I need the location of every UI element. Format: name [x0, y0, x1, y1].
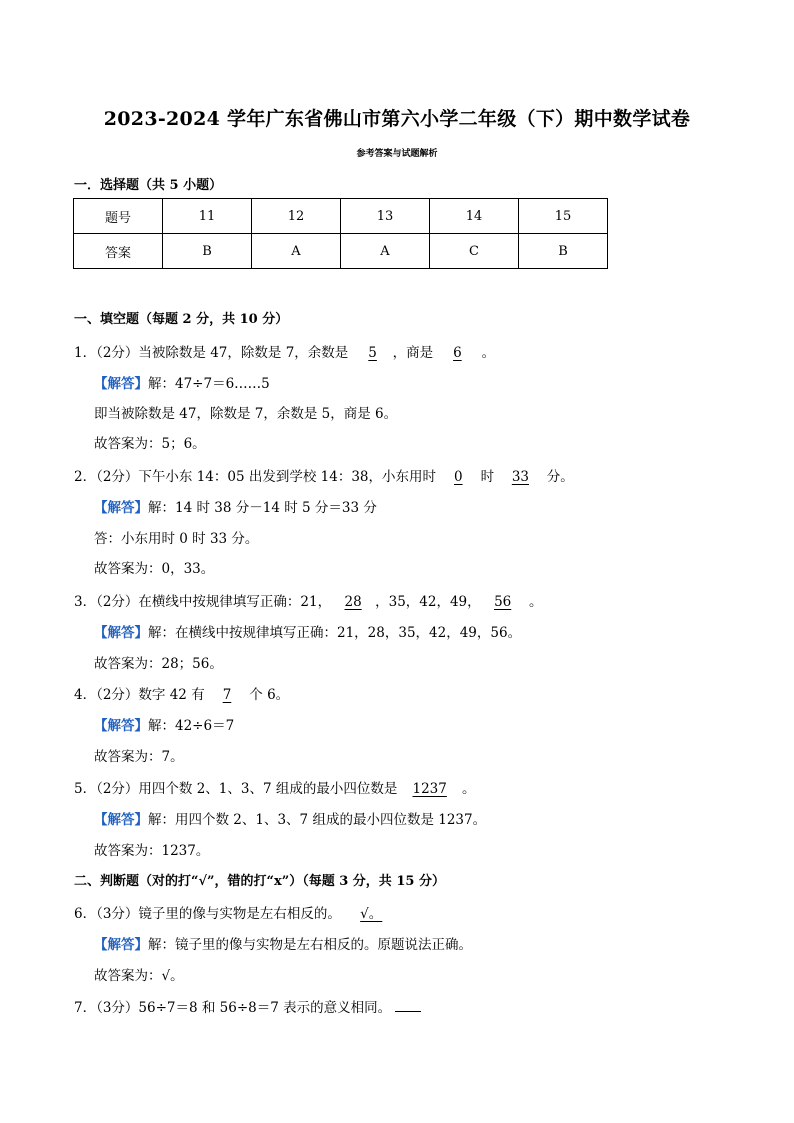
- answer-blank: [395, 999, 421, 1012]
- question-text: 1．（2分）当被除数是 47，除数是 7，余数是: [74, 345, 353, 361]
- table-cell: 12: [252, 199, 341, 234]
- solution-tag: 【解答】: [94, 718, 148, 734]
- answer-table: [73, 198, 608, 269]
- question-1: [74, 341, 495, 361]
- question-text: 7．（3分）56÷7＝8 和 56÷8＝7 表示的意义相同。: [74, 1000, 396, 1016]
- table-cell: C: [430, 234, 519, 269]
- solution-line: 答：小东用时 0 时 33 分。: [94, 531, 259, 547]
- solution-text: 解：用四个数 2、1、3、7 组成的最小四位数是 1237。: [148, 812, 487, 828]
- answer-blank: 1237: [412, 781, 447, 797]
- section-heading-choice: 一．选择题（共 5 小题）: [74, 178, 223, 193]
- question-2: [74, 465, 574, 485]
- solution-line: 即当被除数是 47，除数是 7，余数是 5，商是 6。: [94, 406, 398, 422]
- solution-answer: 故答案为：5；6。: [94, 436, 206, 452]
- question-text: 2．（2分）下午小东 14：05 出发到学校 14：38，小东用时: [74, 469, 441, 485]
- solution-tag: 【解答】: [94, 625, 148, 641]
- answer-blank: √。: [360, 906, 383, 922]
- question-5: [74, 777, 475, 797]
- question-text: 分。: [542, 469, 574, 485]
- solution-line: [94, 714, 234, 734]
- question-6: [74, 902, 397, 922]
- question-text: ，35，42，49，: [375, 594, 481, 610]
- table-cell: A: [341, 234, 430, 269]
- solution-answer: 故答案为：28；56。: [94, 656, 223, 672]
- solution-text: 解：47÷7＝6……5: [148, 376, 270, 392]
- solution-text: 解：42÷6＝7: [148, 718, 235, 734]
- answer-blank: 7: [222, 687, 232, 703]
- question-text: 5．（2分）用四个数 2、1、3、7 组成的最小四位数是: [74, 781, 402, 797]
- solution-tag: 【解答】: [94, 812, 148, 828]
- solution-line: [94, 933, 472, 953]
- solution-tag: 【解答】: [94, 376, 148, 392]
- question-3: [74, 590, 542, 610]
- table-cell: B: [163, 234, 252, 269]
- page-title: 2023-2024 学年广东省佛山市第六小学二年级（下）期中数学试卷: [103, 108, 691, 130]
- table-cell: 15: [519, 199, 608, 234]
- solution-tag: 【解答】: [94, 937, 148, 953]
- table-cell: 13: [341, 199, 430, 234]
- solution-answer: 故答案为：7。: [94, 749, 184, 765]
- question-7: [74, 996, 421, 1016]
- section-heading-judge: 二、判断题（对的打“√”，错的打“x”）（每题 3 分，共 15 分）: [74, 874, 445, 889]
- question-text: 4．（2分）数字 42 有: [74, 687, 209, 703]
- question-text: ，商是: [392, 345, 438, 361]
- solution-answer: 故答案为：√。: [94, 968, 184, 984]
- question-text: 时: [476, 469, 499, 485]
- question-text: 3．（2分）在横线中按规律填写正确：21，: [74, 594, 332, 610]
- answer-blank: 56: [494, 594, 512, 610]
- answer-blank: 0: [454, 469, 463, 485]
- solution-line: [94, 808, 486, 828]
- solution-answer: 故答案为：0，33。: [94, 561, 215, 577]
- table-cell: 题号: [74, 199, 163, 234]
- table-row: [74, 234, 608, 269]
- solution-line: [94, 496, 377, 516]
- question-4: [74, 683, 289, 703]
- question-text: 。: [457, 781, 476, 797]
- table-row: [74, 199, 608, 234]
- table-cell: B: [519, 234, 608, 269]
- question-text: 。: [524, 594, 543, 610]
- solution-line: [94, 621, 521, 641]
- table-cell: 11: [163, 199, 252, 234]
- solution-text: 解：14 时 38 分－14 时 5 分＝33 分: [148, 500, 377, 516]
- question-text: 个 6。: [244, 687, 290, 703]
- question-text: 。: [477, 345, 496, 361]
- question-text: 6．（3分）镜子里的像与实物是左右相反的。: [74, 906, 346, 922]
- section-heading-fill: 一、填空题（每题 2 分，共 10 分）: [74, 312, 289, 327]
- solution-text: 解：镜子里的像与实物是左右相反的。原题说法正确。: [148, 937, 472, 953]
- solution-line: [94, 372, 270, 392]
- table-cell: A: [252, 234, 341, 269]
- answer-blank: 5: [368, 345, 377, 361]
- answer-blank: 6: [453, 345, 462, 361]
- page-subtitle: 参考答案与试题解析: [356, 149, 438, 159]
- solution-answer: 故答案为：1237。: [94, 843, 210, 859]
- solution-tag: 【解答】: [94, 500, 148, 516]
- table-cell: 14: [430, 199, 519, 234]
- answer-blank: 33: [511, 469, 529, 485]
- answer-blank: 28: [344, 594, 362, 610]
- solution-text: 解：在横线中按规律填写正确：21，28，35，42，49，56。: [148, 625, 522, 641]
- table-cell: 答案: [74, 234, 163, 269]
